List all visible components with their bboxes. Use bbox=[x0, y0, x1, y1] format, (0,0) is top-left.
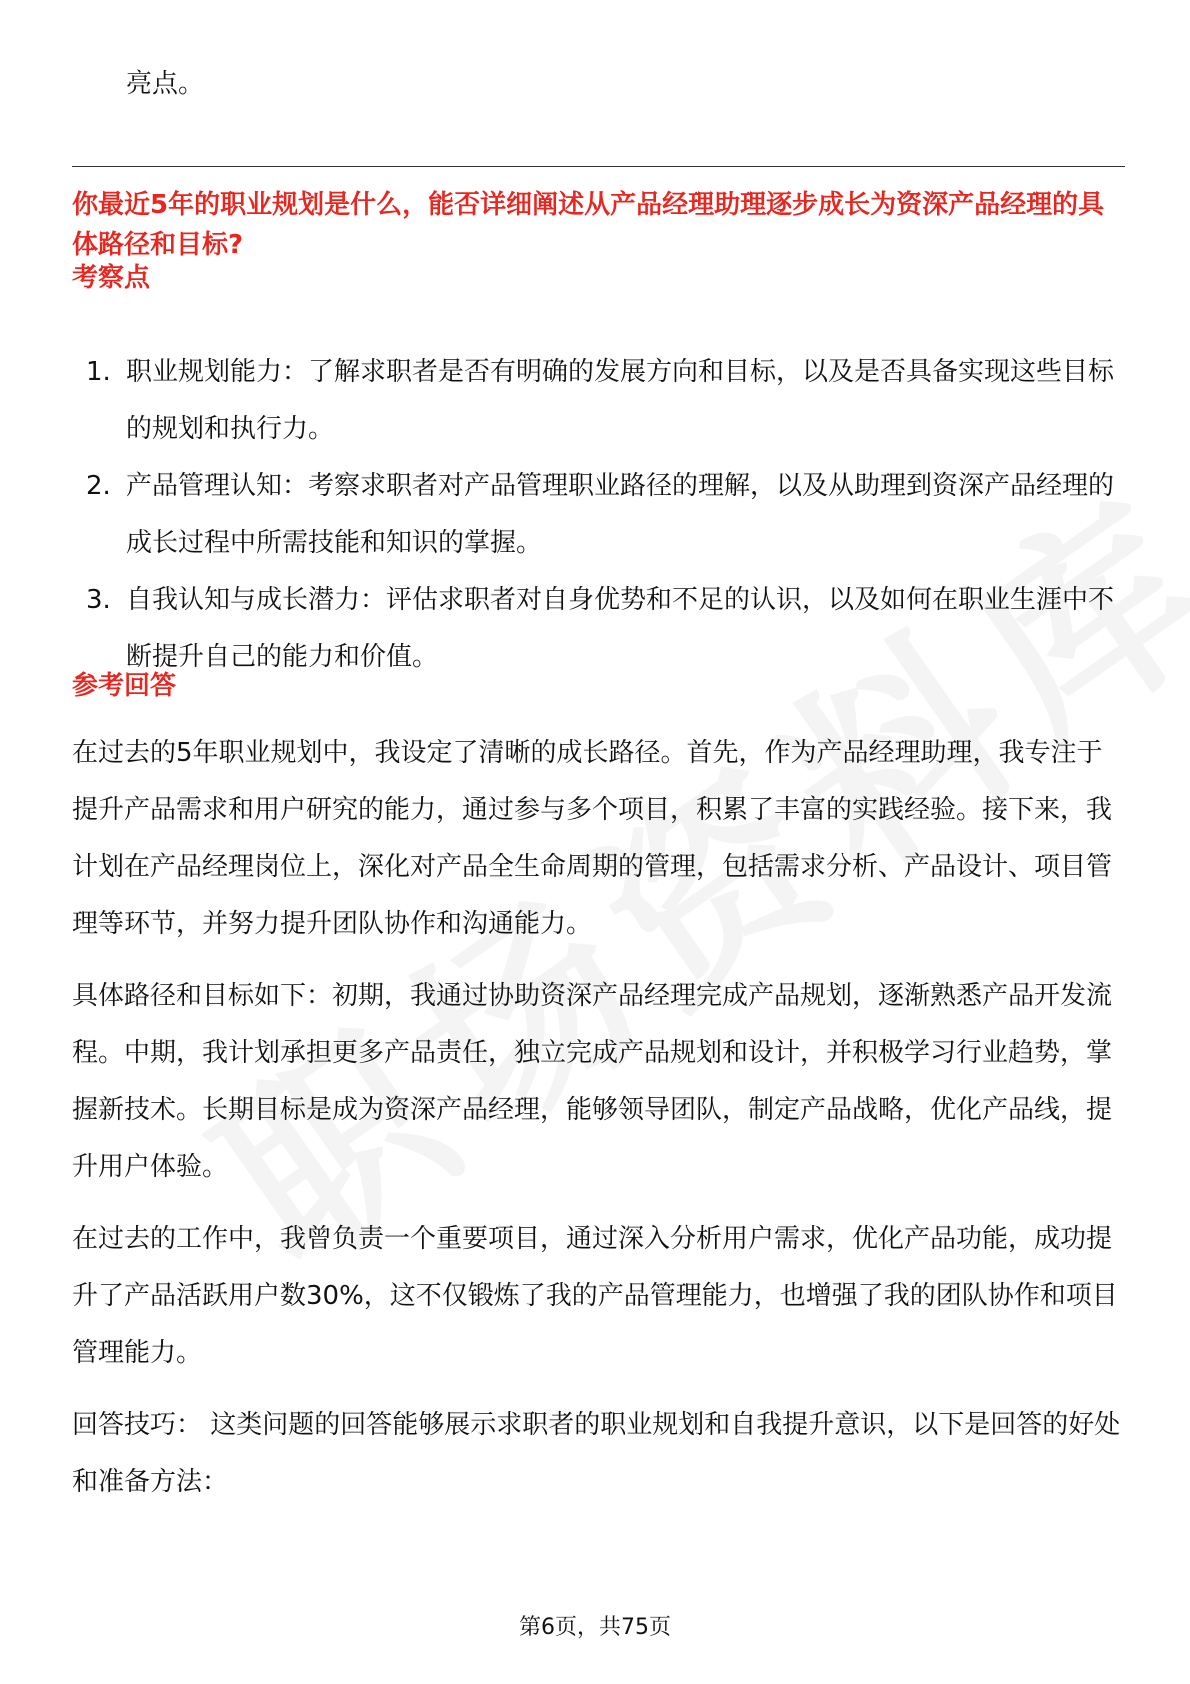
list-text: 职业规划能力：了解求职者是否有明确的发展方向和目标，以及是否具备实现这些目标的规划和执行力。 bbox=[126, 357, 1115, 444]
answer-paragraph: 在过去的工作中，我曾负责一个重要项目，通过深入分析用户需求，优化产品功能，成功提升了产品活跃用户数30%，这不仅锻炼了我的产品管理能力，也增强了我的团队协作和项目管理能力。 bbox=[72, 1224, 1118, 1368]
previous-text-tail: 亮点。 bbox=[126, 69, 205, 99]
list-item bbox=[72, 344, 1125, 458]
page-number: 第6页，共75页 bbox=[519, 1615, 671, 1640]
list-text: 产品管理认知：考察求职者对产品管理职业路径的理解，以及从助理到资深产品经理的成长过程中所需技能和知识的掌握。 bbox=[126, 471, 1115, 558]
list-number: 2. bbox=[86, 471, 111, 501]
answer-tips-paragraph: 回答技巧： 这类问题的回答能够展示求职者的职业规划和自我提升意识，以下是回答的好处和准备方法： bbox=[72, 1410, 1121, 1497]
section-divider bbox=[72, 166, 1125, 167]
answer-paragraph: 具体路径和目标如下：初期，我通过协助资深产品经理完成产品规划，逐渐熟悉产品开发流程。中期，我计划承担更多产品责任，独立完成产品规划和设计，并积极学习行业趋势，掌握新技术。长期目标是成为资深产品经理，能够领导团队，制定产品战略，优化产品线，提升用户体验。 bbox=[72, 981, 1113, 1182]
list-number: 1. bbox=[86, 357, 111, 387]
list-number: 3. bbox=[86, 585, 111, 615]
list-item bbox=[72, 458, 1125, 572]
list-item bbox=[72, 572, 1125, 686]
answer-heading: 参考回答 bbox=[72, 671, 177, 701]
answer-paragraph: 在过去的5年职业规划中，我设定了清晰的成长路径。首先，作为产品经理助理，我专注于提升产品需求和用户研究的能力，通过参与多个项目，积累了丰富的实践经验。接下来，我计划在产品经理岗位上，深化对产品全生命周期的管理，包括需求分析、产品设计、项目管理等环节，并努力提升团队协作和沟通能力。 bbox=[72, 738, 1113, 939]
assessment-heading: 考察点 bbox=[72, 263, 151, 293]
assessment-list bbox=[72, 344, 1125, 686]
list-text: 自我认知与成长潜力：评估求职者对自身优势和不足的认识，以及如何在职业生涯中不断提升自己的能力和价值。 bbox=[126, 585, 1115, 672]
question-heading: 你最近5年的职业规划是什么，能否详细阐述从产品经理助理逐步成长为资深产品经理的具体路径和目标? bbox=[72, 190, 1105, 260]
